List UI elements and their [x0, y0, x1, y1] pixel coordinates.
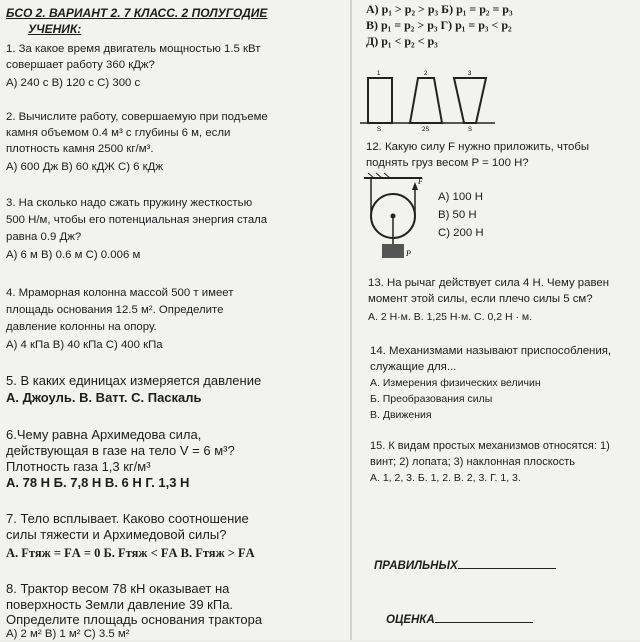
grade-field [386, 610, 533, 628]
weight-label: P [406, 249, 411, 258]
correct-count-field [374, 556, 556, 574]
pressure-options-2: В) p₁ = p₂ > p₃ Г) p₁ = p₃ < p₂ [366, 18, 512, 32]
load-weight [382, 244, 404, 258]
vessels-diagram [360, 68, 500, 134]
grade-label: ОЦЕНКА [386, 614, 435, 626]
vessel-3 [454, 78, 486, 123]
vessel-1-area: S [377, 127, 382, 133]
q14-text-1: 14. Механизмами называют приспособления, [370, 345, 612, 357]
q8-text-2: поверхность Земли давление 39 кПа. [6, 597, 234, 612]
q4-text-3: давление колонны на опору. [6, 321, 157, 333]
q15-options: А. 1, 2, 3. Б. 1, 2. В. 2, 3. Г. 1, 3. [370, 472, 521, 484]
q1-options: А) 240 с В) 120 с С) 300 с [6, 77, 141, 89]
page-fold [350, 0, 352, 640]
vessel-2-label: 2 [424, 71, 428, 77]
q12-text-2: поднять груз весом P = 100 Н? [366, 157, 529, 169]
q1-text-1: 1. За какое время двигатель мощностью 1.5 кВт [6, 43, 261, 55]
q6-text-2: действующая в газе на тело V = 6 м³? [6, 443, 235, 458]
vessel-3-label: 3 [468, 71, 472, 77]
q7-options: А. Fтяж = FА = 0 Б. Fтяж < FА В. Fтяж > FА [6, 546, 255, 560]
correct-count-label: ПРАВИЛЬНЫХ [374, 560, 458, 572]
q3-text-2: 500 Н/м, чтобы его потенциальная энергия стала [6, 214, 268, 226]
q13-options: А. 2 Н·м. В. 1,25 Н·м. С. 0,2 Н · м. [368, 311, 533, 323]
q1-text-2: совершает работу 360 кДж? [6, 59, 155, 71]
q6-text-1: 6.Чему равна Архимедова сила, [6, 427, 202, 442]
q4-text-2: площадь основания 12.5 м². Определите [6, 304, 224, 316]
pressure-options-1: А) p₁ > p₂ > p₃ Б) p₁ = p₂ = p₃ [366, 2, 513, 16]
vessel-1-label: 1 [377, 71, 381, 77]
q15-text-1: 15. К видам простых механизмов относятся: 1) [370, 440, 610, 452]
pulley-diagram [362, 172, 432, 264]
q3-text-3: равна 0.9 Дж? [6, 231, 82, 243]
q2-text-3: плотность камня 2500 кг/м³. [6, 143, 154, 155]
q12-option-a: А) 100 Н [438, 191, 483, 203]
q6-text-3: Плотность газа 1,3 кг/м³ [6, 459, 151, 474]
q8-text-1: 8. Трактор весом 78 кН оказывает на [6, 581, 230, 596]
q6-options: А. 78 Н Б. 7,8 Н В. 6 Н Г. 1,3 Н [6, 475, 190, 490]
q7-text-1: 7. Тело всплывает. Каково соотношение [6, 511, 249, 526]
q5-text: 5. В каких единицах измеряется давление [6, 373, 262, 388]
q13-text-2: момент этой силы, если плечо силы 5 см? [368, 293, 593, 305]
correct-count-line [458, 556, 556, 569]
q4-text-1: 4. Мраморная колонна массой 500 т имеет [6, 287, 234, 299]
q3-options: А) 6 м В) 0.6 м С) 0.006 м [6, 249, 141, 261]
vessel-1 [368, 78, 392, 123]
force-label: F [418, 177, 423, 186]
q2-text-2: камня объемом 0.4 м³ с глубины 6 м, если [6, 127, 231, 139]
vessel-2 [410, 78, 442, 123]
q2-text-1: 2. Вычислите работу, совершаемую при подъеме [6, 111, 268, 123]
grade-line [435, 610, 533, 623]
vessel-3-area: S [468, 127, 473, 133]
q15-text-2: винт; 2) лопата; 3) наклонная плоскость [370, 456, 576, 468]
q14-option-c: В. Движения [370, 409, 432, 421]
q5-options: А. Джоуль. В. Ватт. С. Паскаль [6, 390, 202, 405]
q3-text-1: 3. На сколько надо сжать пружину жесткостью [6, 197, 253, 209]
q12-option-c: С) 200 Н [438, 227, 484, 239]
q12-option-b: В) 50 Н [438, 209, 477, 221]
vessel-2-area: 2S [422, 127, 430, 133]
q8-text-3: Определите площадь основания трактора [6, 612, 263, 627]
q13-text-1: 13. На рычаг действует сила 4 Н. Чему равен [368, 277, 610, 289]
q14-option-b: Б. Преобразования силы [370, 393, 493, 405]
q14-text-2: служащие для... [370, 361, 457, 373]
q4-options: А) 4 кПа В) 40 кПа С) 400 кПа [6, 339, 163, 351]
q2-options: А) 600 Дж В) 60 кДЖ С) 6 кДж [6, 161, 163, 173]
pressure-options-3: Д) p₁ < p₂ < p₃ [366, 34, 438, 48]
q8-options: А) 2 м² В) 1 м² С) 3.5 м² [6, 628, 130, 640]
q14-option-a: А. Измерения физических величин [370, 377, 541, 389]
q7-text-2: силы тяжести и Архимедовой силы? [6, 527, 227, 542]
worksheet-title: БСО 2. ВАРИАНТ 2. 7 КЛАСС. 2 ПОЛУГОДИЕ [6, 6, 268, 20]
student-label: УЧЕНИК: [28, 22, 82, 36]
q12-text-1: 12. Какую силу F нужно приложить, чтобы [366, 141, 590, 153]
